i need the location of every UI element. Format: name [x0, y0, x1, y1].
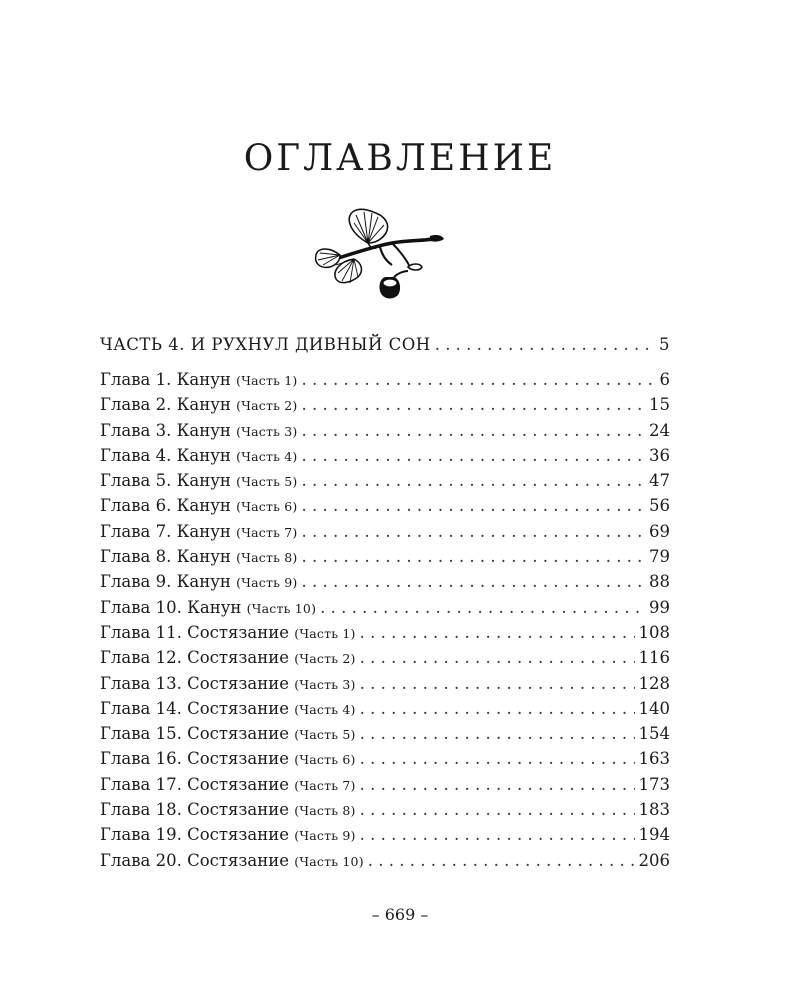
- leader-dots: [360, 749, 635, 768]
- leader-dots: [360, 623, 635, 642]
- leader-dots: [360, 648, 635, 667]
- table-of-contents: [100, 335, 670, 876]
- toc-entry-label: Глава 1. Канун (Часть 1): [100, 370, 298, 389]
- toc-entry-label: Глава 4. Канун (Часть 4): [100, 445, 298, 465]
- toc-entry-page: 116: [638, 648, 670, 668]
- toc-entry[interactable]: [100, 598, 670, 623]
- toc-entry-page: 99: [649, 597, 670, 617]
- toc-entry[interactable]: [100, 421, 670, 446]
- toc-entry-page: 108: [638, 622, 670, 642]
- toc-entry-label: Глава 3. Канун (Часть 3): [100, 420, 298, 440]
- leader-dots: [302, 522, 646, 541]
- toc-entry-page: 6: [659, 370, 670, 389]
- toc-entry[interactable]: [100, 395, 670, 420]
- toc-entry[interactable]: [100, 674, 670, 699]
- toc-entry-label: Глава 12. Состязание (Часть 2): [100, 648, 356, 668]
- toc-entry[interactable]: [100, 800, 670, 825]
- toc-entry[interactable]: [100, 851, 670, 876]
- toc-entry-page: 128: [638, 673, 670, 693]
- toc-entry-label: Глава 6. Канун (Часть 6): [100, 496, 298, 516]
- page-title: ОГЛАВЛЕНИЕ: [243, 138, 557, 179]
- leader-dots: [302, 572, 646, 591]
- leader-dots: [360, 775, 635, 794]
- toc-entry-page: 140: [638, 698, 670, 718]
- leader-dots: [360, 825, 635, 844]
- toc-entry-label: Глава 11. Состязание (Часть 1): [100, 622, 356, 642]
- toc-entry-label: Глава 19. Состязание (Часть 9): [100, 825, 356, 845]
- toc-entry-label: Глава 2. Канун (Часть 2): [100, 395, 298, 415]
- leader-dots: [302, 421, 646, 440]
- toc-entry-label: Глава 16. Состязание (Часть 6): [100, 749, 356, 769]
- toc-entry-page: 88: [649, 572, 670, 592]
- toc-entry-page: 163: [638, 749, 670, 769]
- toc-entry-label: Глава 17. Состязание (Часть 7): [100, 774, 356, 794]
- toc-entry[interactable]: [100, 572, 670, 597]
- leader-dots: [320, 598, 645, 617]
- toc-entry[interactable]: [100, 775, 670, 800]
- toc-entry-label: Глава 14. Состязание (Часть 4): [100, 698, 356, 718]
- toc-entry-page: 15: [649, 395, 670, 415]
- toc-entry[interactable]: [100, 547, 670, 572]
- toc-part-entry[interactable]: [100, 335, 670, 360]
- toc-entry-page: 24: [649, 420, 670, 440]
- toc-entry[interactable]: [100, 724, 670, 749]
- toc-entry-page: 47: [649, 471, 670, 491]
- toc-entry[interactable]: [100, 522, 670, 547]
- leader-dots: [360, 800, 635, 819]
- toc-entry-label: Глава 7. Канун (Часть 7): [100, 521, 298, 541]
- toc-entry-label: Глава 9. Канун (Часть 9): [100, 572, 298, 592]
- page-number: – 669 –: [371, 905, 429, 924]
- toc-entry-label: Глава 5. Канун (Часть 5): [100, 471, 298, 491]
- leader-dots: [302, 547, 646, 566]
- toc-entry[interactable]: [100, 496, 670, 521]
- toc-entry[interactable]: [100, 699, 670, 724]
- toc-entry-page: 154: [638, 724, 670, 744]
- toc-entry[interactable]: [100, 370, 670, 395]
- toc-entry[interactable]: [100, 825, 670, 850]
- leader-dots: [302, 471, 646, 490]
- leader-dots: [302, 496, 646, 515]
- leader-dots: [435, 335, 655, 354]
- toc-part-label: ЧАСТЬ 4. И РУХНУЛ ДИВНЫЙ СОН: [100, 335, 431, 354]
- leader-dots: [302, 395, 646, 414]
- toc-entry-page: 79: [649, 547, 670, 567]
- toc-entry[interactable]: [100, 749, 670, 774]
- toc-entry-page: 183: [638, 800, 670, 820]
- toc-entry-label: Глава 13. Состязание (Часть 3): [100, 673, 356, 693]
- toc-entry-label: Глава 18. Состязание (Часть 8): [100, 800, 356, 820]
- toc-entry-page: 173: [638, 774, 670, 794]
- leader-dots: [302, 370, 656, 389]
- toc-entry-label: Глава 10. Канун (Часть 10): [100, 597, 317, 617]
- leader-dots: [302, 446, 646, 465]
- toc-entry[interactable]: [100, 623, 670, 648]
- leader-dots: [368, 851, 635, 870]
- toc-entry-label: Глава 20. Состязание (Часть 10): [100, 850, 364, 870]
- ginkgo-branch-icon: [310, 203, 450, 313]
- toc-entry-page: 206: [638, 850, 670, 870]
- leader-dots: [360, 699, 635, 718]
- leader-dots: [360, 724, 635, 743]
- toc-entry[interactable]: [100, 648, 670, 673]
- toc-entry[interactable]: [100, 471, 670, 496]
- toc-part-page: 5: [659, 335, 670, 354]
- toc-entry-label: Глава 8. Канун (Часть 8): [100, 547, 298, 567]
- toc-entry-page: 36: [649, 445, 670, 465]
- toc-entry-page: 194: [638, 825, 670, 845]
- toc-entry[interactable]: [100, 446, 670, 471]
- toc-entry-page: 56: [649, 496, 670, 516]
- leader-dots: [360, 674, 635, 693]
- toc-entry-label: Глава 15. Состязание (Часть 5): [100, 724, 356, 744]
- toc-entry-page: 69: [649, 521, 670, 541]
